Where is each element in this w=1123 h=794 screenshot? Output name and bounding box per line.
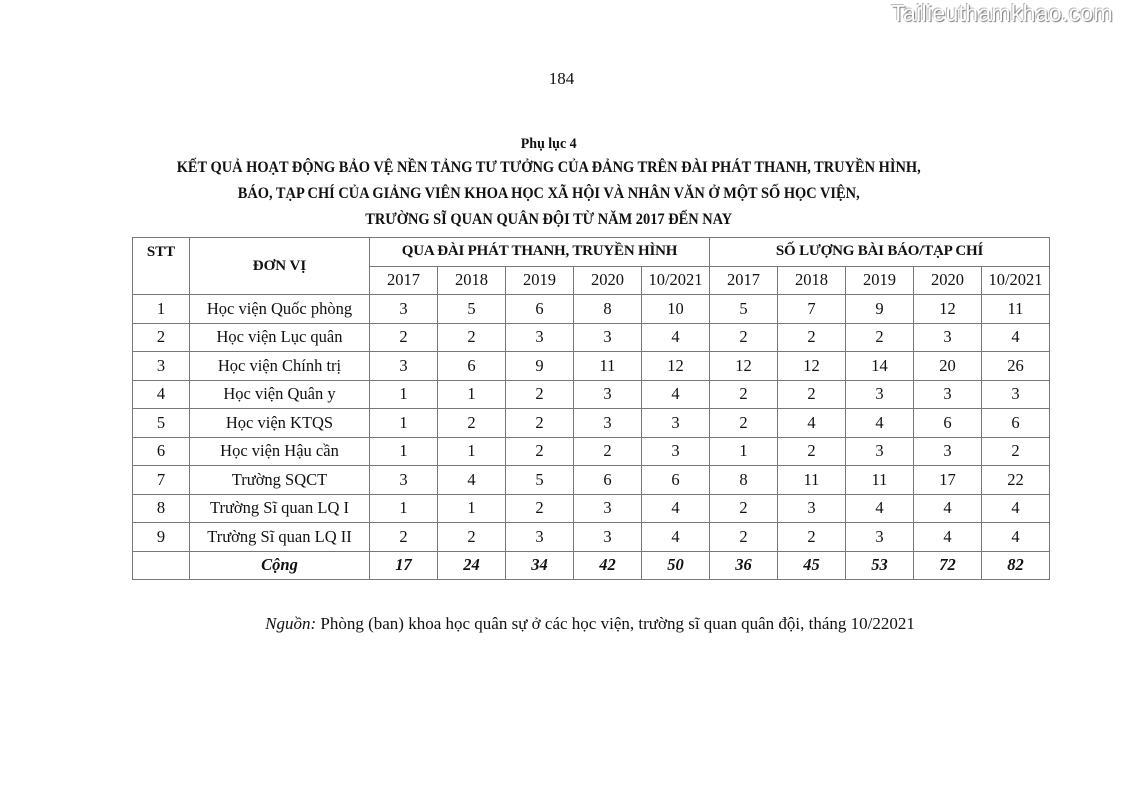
- cell-articles: 3: [982, 380, 1050, 409]
- cell-articles: 4: [982, 523, 1050, 552]
- cell-radio-tv: 4: [642, 323, 710, 352]
- total-radio-tv: 34: [506, 551, 574, 580]
- cell-radio-tv: 3: [574, 409, 642, 438]
- table-row: [133, 352, 1050, 381]
- cell-radio-tv: 11: [574, 352, 642, 381]
- header-year: 2019: [846, 266, 914, 295]
- cell-articles: 1: [710, 437, 778, 466]
- row-stt: 3: [133, 352, 190, 381]
- cell-articles: 11: [778, 466, 846, 495]
- cell-articles: 2: [710, 409, 778, 438]
- cell-radio-tv: 3: [574, 523, 642, 552]
- header-stt: STT: [133, 238, 190, 295]
- cell-radio-tv: 3: [506, 323, 574, 352]
- cell-radio-tv: 4: [642, 494, 710, 523]
- title-line-2: BÁO, TẠP CHÍ CỦA GIẢNG VIÊN KHOA HỌC XÃ HỘI VÀ NHÂN VĂN Ở MỘT SỐ HỌC VIỆN,: [237, 185, 860, 202]
- document-title: [0, 133, 1097, 233]
- header-year: 2018: [778, 266, 846, 295]
- header-year: 2020: [574, 266, 642, 295]
- cell-articles: 3: [914, 323, 982, 352]
- cell-articles: 6: [982, 409, 1050, 438]
- cell-radio-tv: 6: [438, 352, 506, 381]
- cell-radio-tv: 1: [438, 380, 506, 409]
- row-unit: Học viện Lục quân: [190, 323, 370, 352]
- row-stt: 8: [133, 494, 190, 523]
- row-stt: 4: [133, 380, 190, 409]
- total-radio-tv: 50: [642, 551, 710, 580]
- cell-articles: 5: [710, 295, 778, 324]
- cell-articles: 8: [710, 466, 778, 495]
- cell-radio-tv: 3: [574, 323, 642, 352]
- cell-radio-tv: 4: [642, 523, 710, 552]
- cell-radio-tv: 2: [438, 323, 506, 352]
- row-unit: Học viện KTQS: [190, 409, 370, 438]
- cell-articles: 22: [982, 466, 1050, 495]
- total-articles: 36: [710, 551, 778, 580]
- cell-radio-tv: 2: [574, 437, 642, 466]
- header-year: 2017: [710, 266, 778, 295]
- table-row: [133, 437, 1050, 466]
- row-stt: 9: [133, 523, 190, 552]
- cell-radio-tv: 6: [574, 466, 642, 495]
- cell-articles: 2: [778, 380, 846, 409]
- cell-articles: 4: [914, 494, 982, 523]
- watermark: Tailieuthamkhao.com: [891, 0, 1113, 26]
- table-row: [133, 380, 1050, 409]
- cell-radio-tv: 5: [438, 295, 506, 324]
- cell-radio-tv: 12: [642, 352, 710, 381]
- cell-radio-tv: 3: [370, 295, 438, 324]
- cell-radio-tv: 3: [574, 494, 642, 523]
- cell-radio-tv: 2: [370, 323, 438, 352]
- appendix-label: Phụ lục 4: [520, 136, 577, 152]
- cell-articles: 14: [846, 352, 914, 381]
- cell-radio-tv: 1: [438, 437, 506, 466]
- header-group-articles: SỐ LƯỢNG BÀI BÁO/TẠP CHÍ: [710, 238, 1050, 267]
- cell-radio-tv: 2: [438, 523, 506, 552]
- cell-articles: 4: [846, 409, 914, 438]
- total-articles: 53: [846, 551, 914, 580]
- row-unit: Học viện Chính trị: [190, 352, 370, 381]
- cell-radio-tv: 1: [370, 380, 438, 409]
- results-table: [132, 237, 1050, 580]
- cell-articles: 2: [778, 323, 846, 352]
- cell-radio-tv: 2: [506, 494, 574, 523]
- header-year: 2019: [506, 266, 574, 295]
- header-row-1: [133, 238, 1050, 267]
- cell-radio-tv: 3: [506, 523, 574, 552]
- source-note: [0, 614, 1123, 634]
- total-label: Cộng: [190, 551, 370, 580]
- header-year: 10/2021: [982, 266, 1050, 295]
- title-line-1: KẾT QUẢ HOẠT ĐỘNG BẢO VỆ NỀN TẢNG TƯ TƯỞNG CỦA ĐẢNG TRÊN ĐÀI PHÁT THANH, TRUYỀN HÌNH,: [176, 159, 921, 176]
- cell-articles: 4: [778, 409, 846, 438]
- cell-articles: 4: [914, 523, 982, 552]
- cell-articles: 2: [710, 323, 778, 352]
- header-unit: ĐƠN VỊ: [190, 238, 370, 295]
- cell-radio-tv: 3: [642, 437, 710, 466]
- cell-articles: 2: [846, 323, 914, 352]
- header-year: 2020: [914, 266, 982, 295]
- cell-radio-tv: 3: [370, 466, 438, 495]
- cell-radio-tv: 6: [506, 295, 574, 324]
- cell-articles: 2: [710, 494, 778, 523]
- cell-articles: 3: [778, 494, 846, 523]
- cell-articles: 4: [982, 323, 1050, 352]
- row-unit: Học viện Hậu cần: [190, 437, 370, 466]
- cell-articles: 2: [778, 437, 846, 466]
- cell-articles: 3: [846, 380, 914, 409]
- cell-articles: 6: [914, 409, 982, 438]
- row-stt: 1: [133, 295, 190, 324]
- table-row: [133, 466, 1050, 495]
- cell-radio-tv: 3: [574, 380, 642, 409]
- cell-radio-tv: 10: [642, 295, 710, 324]
- total-row: [133, 551, 1050, 580]
- row-stt: 7: [133, 466, 190, 495]
- cell-radio-tv: 2: [370, 523, 438, 552]
- total-radio-tv: 24: [438, 551, 506, 580]
- cell-radio-tv: 9: [506, 352, 574, 381]
- total-articles: 82: [982, 551, 1050, 580]
- cell-radio-tv: 8: [574, 295, 642, 324]
- cell-articles: 4: [982, 494, 1050, 523]
- source-label: Nguồn:: [265, 614, 317, 633]
- row-stt: 2: [133, 323, 190, 352]
- row-unit: Học viện Quân y: [190, 380, 370, 409]
- table-row: [133, 409, 1050, 438]
- cell-articles: 2: [710, 523, 778, 552]
- cell-radio-tv: 2: [506, 409, 574, 438]
- cell-articles: 2: [710, 380, 778, 409]
- cell-articles: 3: [846, 437, 914, 466]
- page-number: 184: [548, 69, 575, 88]
- total-articles: 72: [914, 551, 982, 580]
- cell-articles: 9: [846, 295, 914, 324]
- source-text: Phòng (ban) khoa học quân sự ở các học viện, trường sĩ quan quân đội, tháng 10/22021: [316, 614, 915, 633]
- row-unit: Học viện Quốc phòng: [190, 295, 370, 324]
- cell-articles: 12: [710, 352, 778, 381]
- header-year: 2017: [370, 266, 438, 295]
- cell-articles: 4: [846, 494, 914, 523]
- cell-radio-tv: 4: [438, 466, 506, 495]
- cell-radio-tv: 3: [642, 409, 710, 438]
- cell-articles: 2: [982, 437, 1050, 466]
- total-stt-empty: [133, 551, 190, 580]
- cell-radio-tv: 1: [370, 494, 438, 523]
- header-year: 2018: [438, 266, 506, 295]
- cell-articles: 17: [914, 466, 982, 495]
- cell-articles: 3: [914, 437, 982, 466]
- cell-articles: 11: [846, 466, 914, 495]
- cell-radio-tv: 6: [642, 466, 710, 495]
- row-unit: Trường Sĩ quan LQ I: [190, 494, 370, 523]
- cell-articles: 20: [914, 352, 982, 381]
- cell-articles: 26: [982, 352, 1050, 381]
- table-row: [133, 494, 1050, 523]
- cell-radio-tv: 3: [370, 352, 438, 381]
- header-year: 10/2021: [642, 266, 710, 295]
- cell-radio-tv: 1: [370, 409, 438, 438]
- cell-articles: 7: [778, 295, 846, 324]
- cell-radio-tv: 2: [438, 409, 506, 438]
- cell-articles: 12: [914, 295, 982, 324]
- total-radio-tv: 17: [370, 551, 438, 580]
- cell-radio-tv: 1: [438, 494, 506, 523]
- total-articles: 45: [778, 551, 846, 580]
- cell-radio-tv: 2: [506, 437, 574, 466]
- cell-articles: 2: [778, 523, 846, 552]
- cell-radio-tv: 4: [642, 380, 710, 409]
- title-line-3: TRƯỜNG SĨ QUAN QUÂN ĐỘI TỪ NĂM 2017 ĐẾN NAY: [365, 211, 733, 228]
- row-stt: 6: [133, 437, 190, 466]
- cell-articles: 12: [778, 352, 846, 381]
- cell-articles: 3: [846, 523, 914, 552]
- cell-radio-tv: 2: [506, 380, 574, 409]
- header-group-radio-tv: QUA ĐÀI PHÁT THANH, TRUYỀN HÌNH: [370, 238, 710, 267]
- table-row: [133, 523, 1050, 552]
- cell-radio-tv: 1: [370, 437, 438, 466]
- row-unit: Trường Sĩ quan LQ II: [190, 523, 370, 552]
- cell-articles: 11: [982, 295, 1050, 324]
- row-unit: Trường SQCT: [190, 466, 370, 495]
- total-radio-tv: 42: [574, 551, 642, 580]
- row-stt: 5: [133, 409, 190, 438]
- cell-articles: 3: [914, 380, 982, 409]
- table-row: [133, 323, 1050, 352]
- table-row: [133, 295, 1050, 324]
- cell-radio-tv: 5: [506, 466, 574, 495]
